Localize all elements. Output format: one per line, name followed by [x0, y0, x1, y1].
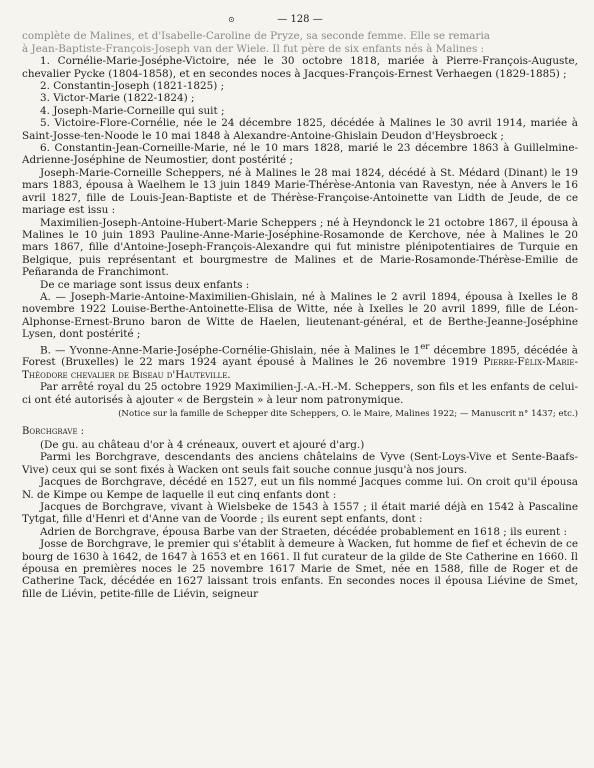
- child-item-6: 6. Constantin-Jean-Corneille-Marie, né le 10 mars 1828, marié le 23 décembre 1863 à Guillelmine-Adrienne-Joséphine de Neumostier, dont postérité ;: [22, 142, 578, 167]
- child-item-5: 5. Victoire-Flore-Cornélie, née le 24 décembre 1825, décédée à Malines le 30 avril 1914, mariée à Saint-Josse-ten-Noode le 10 mai 1848 à Alexandre-Antoine-Ghislain Deudon d'Heysbroeck ;: [22, 117, 578, 142]
- paragraph-jacques-2: Jacques de Borchgrave, vivant à Wielsbeke de 1543 à 1557 ; il était marié déjà en 1542 à Pascaline Tytgat, fille d'Henri et d'Anne van de Voorde ; ils eurent sept enfants, dont :: [22, 500, 578, 526]
- child-item-3: 3. Victor-Marie (1822-1824) ;: [40, 92, 195, 105]
- paragraph-issus: De ce mariage sont issus deux enfants :: [40, 278, 250, 291]
- paragraph-b-start: B. — Yvonne-Anne-Marie-Joséphe-Cornélie-Ghislain, née à Malines le 1: [40, 344, 421, 357]
- paragraph-maximilien: Maximilien-Joseph-Antoine-Hubert-Marie Scheppers ; né à Heyndonck le 21 octobre 1867, il épousa à Malines le 10 juin 1893 Pauline-Anne-Marie-Joséphine-Rosamonde de Kerchove, née à Malines le 20 mars 1867, fille d'Antoine-Joseph-François-Alexandre qui fut ministre plénipotentiaires de Turquie en Belgique, puis représentant et bourgmestre de Malines et de Marie-Rosamonde-Thérèse-Emilie de Peñaranda de Franchimont.: [22, 216, 578, 279]
- paragraph-joseph: Joseph-Marie-Corneille Scheppers, né à Malines le 28 mai 1824, décédé à St. Médard (Dinant) le 19 mars 1883, épousa à Waelhem le 13 juin 1849 Marie-Thérèse-Antonia van Ravestyn, née à Anvers le 16 avril 1827, fille de Louis-Jean-Baptiste et de Thérèse-Françoise-Antoinette van Lidth de Jeude, de ce mariage est issu :: [22, 166, 578, 217]
- paragraph-b-mid: décembre 1895, décédée à Forest (Bruxelles) le 22 mars 1924 ayant épousé à Malines le 26 novembre 1919: [22, 344, 578, 369]
- paragraph-arrete: Par arrêté royal du 25 octobre 1929 Maximilien-J.-A.-H.-M. Scheppers, son fils et les enfants de celui-ci ont été autorisés à ajouter « de Bergstein » à leur nom patronymique.: [22, 381, 578, 406]
- paragraph-arms: (De gu. au château d'or à 4 créneaux, ouvert et ajouré d'arg.): [40, 438, 365, 451]
- faded-line-2: à Jean-Baptiste-François-Joseph van der Wiele. Il fut père de six enfants nés à Malines :: [22, 42, 485, 55]
- child-item-4: 4. Joseph-Marie-Corneille qui suit ;: [40, 104, 225, 117]
- child-item-2: 2. Constantin-Joseph (1821-1825) ;: [40, 80, 225, 93]
- document-page: [22, 14, 578, 600]
- page-number: — 128 —: [277, 14, 323, 25]
- paragraph-josse: Josse de Borchgrave, le premier qui s'établit à demeure à Wacken, fut homme de fief et échevin de ce bourg de 1630 à 1642, de 1647 à 1653 et en 1661. Il fut curateur de la gilde de Ste Catherine en 1660. Il épousa en premières noces le 25 novembre 1617 Marie de Smet, née en 1588, fille de Roger et de Catherine Tack, décédée en 1627 laissant trois enfants. En secondes noces il épousa Liévine de Smet, fille de Liévin, petite-fille de Liévin, seigneur: [22, 538, 578, 600]
- paragraph-adrien: Adrien de Borchgrave, épousa Barbe van der Straeten, décédée probablement en 1618 ; ils eurent :: [40, 525, 567, 538]
- paragraph-b-smallcaps: Pierre-Félix-Marie-Théodore chevalier de Biseau d'Hauteville.: [22, 356, 578, 381]
- section-heading: Borchgrave :: [22, 426, 85, 438]
- page-mark: ⊙: [228, 15, 235, 24]
- paragraph-jacques: Jacques de Borchgrave, décédé en 1527, eut un fils nommé Jacques comme lui. On croit qu'il épousa N. de Kimpe ou Kempe de laquelle il eut cinq enfants dont :: [22, 476, 578, 501]
- paragraph-b-sup: er: [420, 341, 430, 352]
- paragraph-b: [22, 341, 578, 382]
- faded-line-1: complète de Malines, et d'Isabelle-Caroline de Pryze, sa seconde femme. Elle se remaria: [22, 30, 490, 43]
- paragraph-a: A. — Joseph-Marie-Antoine-Maximilien-Ghislain, né à Malines le 2 avril 1894, épousa à Ixelles le 8 novembre 1922 Louise-Berthe-Antoinette-Elisa de Witte, née à Ixelles le 20 avril 1899, fille de Léon-Alphonse-Ernest-Bruno baron de Witte de Haelen, lieutenant-général, et de Berthe-Jeanne-Joséphine Lysen, dont postérité ;: [22, 290, 578, 341]
- child-item-1: 1. Cornélie-Marie-Joséphe-Victoire, née le 30 octobre 1818, mariée à Pierre-François-Auguste, chevalier Pycke (1804-1858), et en secondes noces à Jacques-François-Ernest Verhaegen (1829-1885) ;: [22, 55, 578, 80]
- paragraph-parmi: Parmi les Borchgrave, descendants des anciens châtelains de Vyve (Sent-Loys-Vive et Sente-Baafs-Vive) ceux qui se sont fixés à Wacken ont seuls fait souche connue jusqu'à nos jours.: [22, 451, 578, 476]
- source-note: (Notice sur la famille de Schepper dite Scheppers, O. le Maire, Malines 1922; — Manuscrit n° 1437; etc.): [118, 409, 578, 420]
